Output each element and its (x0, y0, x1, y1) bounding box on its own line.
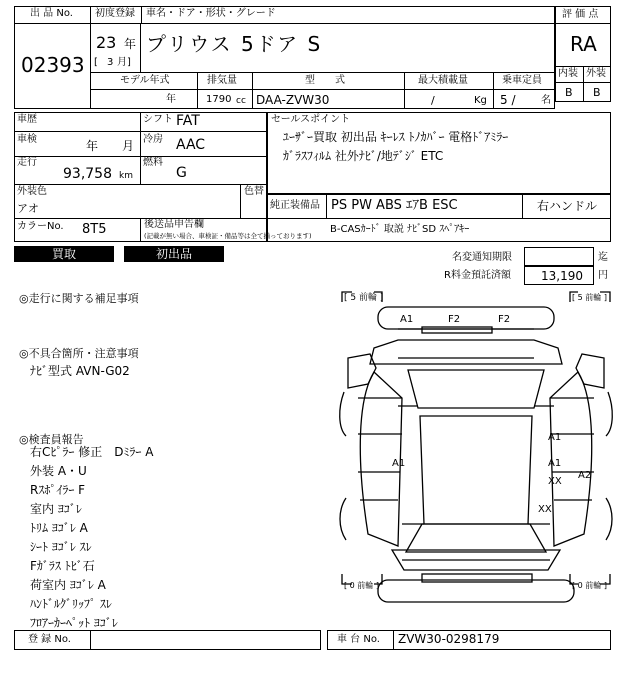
mark-a1-left: A1 (392, 458, 406, 469)
car-name: プリウス 5ドア S (146, 32, 323, 56)
max-load-label: 最大積載量 (418, 75, 468, 86)
docs-note: (記載が無い場合、車検証・備品等は全て揃っております) (144, 232, 312, 240)
sales-line-2: ｶﾞﾗｽﾌｨﾙﾑ 社外ﾅﾋﾞ/地ﾃﾞｼﾞ ETC (283, 149, 444, 163)
lot-number: 02393 (21, 53, 85, 77)
shift-value: FAT (176, 113, 200, 129)
left-fender-mirror (348, 354, 376, 388)
history-label: 車歴 (17, 114, 37, 125)
rear-glass (406, 524, 546, 552)
capacity-value: 5 / (500, 93, 516, 107)
shift-label: シフト (143, 114, 173, 125)
inspector-title: ◎検査員報告 (19, 433, 84, 446)
inspector-line: ﾄﾘﾑ ﾖｺﾞﾚ A (30, 521, 88, 535)
model-year-label: モデル年式 (120, 75, 170, 86)
reg-label: 登 録 No. (28, 634, 71, 645)
mileage-label: 走行 (17, 157, 37, 168)
inspector-line: ﾊﾝﾄﾞﾙｸﾞﾘｯﾌﾟ ｽﾚ (30, 597, 112, 611)
inspector-line: 右Cﾋﾟﾗｰ 修正 Dﾐﾗｰ A (30, 445, 154, 459)
first-reg-month-open: [ (94, 57, 98, 68)
exterior-label: 外装 (586, 68, 606, 79)
inspection-month-unit: 月 (122, 139, 135, 153)
fuel-label: 燃料 (143, 157, 163, 168)
tire-rear-right: [ 0 前輪 ] (572, 581, 607, 590)
color-value: アオ (17, 202, 39, 215)
windshield (408, 370, 544, 408)
car-diagram (338, 288, 614, 622)
hood (370, 340, 562, 364)
sales-line-1: ﾕｰｻﾞｰ買取 初出品 ｷｰﾚｽ ﾄﾉｶﾊﾞｰ 電格ﾄﾞｱﾐﾗｰ (283, 130, 509, 144)
first-reg-year: 23 (96, 33, 117, 52)
color-no-label: カラーNo. (17, 221, 64, 232)
mark-f2-b: F2 (498, 314, 511, 325)
ac-value: AAC (176, 137, 206, 153)
rating-label: 評 価 点 (562, 9, 599, 20)
inspection-label: 車検 (17, 134, 37, 145)
color-label: 外装色 (17, 186, 47, 197)
tire-front-left: [ 5 前輪 ] (344, 293, 384, 303)
inspector-line: Rｽﾎﾟｲﾗｰ F (30, 483, 86, 497)
model-year-unit: 年 (166, 94, 176, 105)
max-load-sep: / (431, 94, 435, 107)
inspection-year-unit: 年 (86, 139, 99, 153)
name-label: 車名・ドア・形状・グレード (146, 8, 276, 19)
name-change-label: 名変通知期限 (452, 252, 512, 263)
inspector-line: 外装 A・U (30, 464, 87, 478)
interior-label: 内装 (558, 68, 578, 79)
first-reg-month: 3 (107, 57, 114, 68)
displacement-unit: cc (236, 96, 246, 106)
equip-label: 純正装備品 (270, 200, 320, 211)
recycle-unit: 円 (598, 270, 608, 281)
type-label: 型 式 (305, 75, 345, 86)
handle-value: 右ハンドル (537, 199, 598, 213)
driving-notes-title: ◎走行に関する補足事項 (19, 292, 139, 305)
capacity-unit: 名 (541, 95, 551, 106)
chassis-label: 車 台 No. (337, 634, 380, 645)
capacity-label: 乗車定員 (502, 75, 542, 86)
displacement-label: 排気量 (207, 75, 237, 86)
recycle-amount: 13,190 (541, 269, 583, 283)
mark-xx-right: XX (548, 476, 562, 487)
color-change-label: 色替 (244, 186, 264, 197)
inspector-line: 荷室内 ﾖｺﾞﾚ A (30, 578, 106, 592)
fuel-value: G (176, 165, 187, 181)
name-change-box (524, 247, 594, 266)
recycle-label: R料金預託済額 (444, 270, 511, 281)
max-load-unit: Kg (474, 95, 487, 106)
displacement-value: 1790 (206, 94, 232, 105)
docs-label: 後送品申告欄 (144, 219, 204, 230)
model-code: DAA-ZVW30 (256, 93, 330, 107)
inspector-line: 室内 ﾖｺﾞﾚ (30, 502, 82, 516)
name-change-unit: 迄 (598, 252, 608, 263)
first-reg-label: 初度登録 (95, 8, 135, 19)
mileage-unit: km (119, 171, 133, 181)
roof (420, 416, 532, 524)
mark-a1-right-top: A1 (548, 432, 562, 443)
rating-value: RA (570, 32, 597, 56)
right-fender-mirror (576, 354, 604, 388)
tire-rear-left: [ 0 前輪 ] (344, 581, 379, 590)
mark-a2-right: A2 (578, 470, 592, 481)
inspector-line: Fｶﾞﾗｽ ﾄﾋﾞ石 (30, 559, 95, 573)
equip-line-1: PS PW ABS ｴｱB ESC (331, 198, 458, 213)
first-reg-year-unit: 年 (124, 37, 137, 51)
inspector-line: ﾌﾛｱｰｶｰﾍﾟｯﾄ ﾖｺﾞﾚ (30, 616, 118, 630)
ac-label: 冷房 (143, 134, 163, 145)
interior-grade: B (565, 86, 573, 99)
inspector-line: ｼｰﾄ ﾖｺﾞﾚ ｽﾚ (30, 540, 92, 554)
first-reg-month-unit: 月] (117, 57, 131, 68)
color-no-value: 8T5 (82, 222, 107, 237)
defects-title: ◎不具合箇所・注意事項 (19, 347, 139, 360)
mark-f2-a: F2 (448, 314, 461, 325)
mileage-value: 93,758 (63, 166, 112, 182)
mark-a1-bumper: A1 (400, 314, 414, 325)
sales-label: セールスポイント (271, 114, 351, 125)
mark-xx-lower: XX (538, 504, 552, 515)
tire-front-right: [ 5 前輪 ] (572, 293, 607, 302)
rear-bumper (378, 580, 574, 602)
defects-line: ﾅﾋﾞ型式 AVN-G02 (30, 364, 130, 378)
equip-line-2: B-CASｶｰﾄﾞ 取説 ﾅﾋﾞSD ｽﾍﾟｱｷｰ (330, 224, 470, 235)
exterior-grade: B (593, 86, 601, 99)
chassis-value: ZVW30-0298179 (398, 632, 500, 646)
tag-shoshuppin: 初出品 (124, 246, 224, 262)
lot-label: 出 品 No. (30, 8, 73, 19)
mark-a1-right-mid: A1 (548, 458, 562, 469)
tag-kaitori: 買取 (14, 246, 114, 262)
